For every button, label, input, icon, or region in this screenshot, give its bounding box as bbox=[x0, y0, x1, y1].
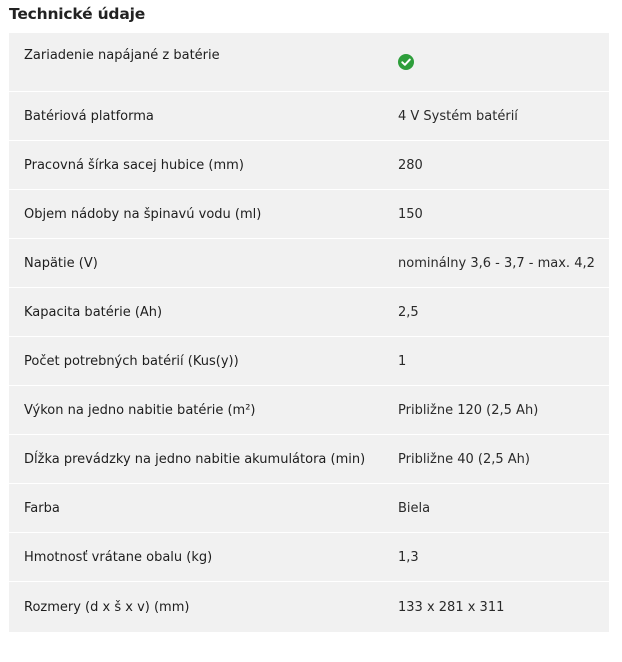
spec-value: 1,3 bbox=[398, 549, 419, 565]
spec-row bbox=[9, 33, 609, 92]
spec-row bbox=[9, 239, 609, 288]
spec-row bbox=[9, 92, 609, 141]
spec-value: 1 bbox=[398, 353, 407, 369]
spec-row bbox=[9, 435, 609, 484]
spec-value: 133 x 281 x 311 bbox=[398, 599, 505, 615]
spec-label: Batériová platforma bbox=[24, 108, 154, 124]
spec-row bbox=[9, 533, 609, 582]
spec-row bbox=[9, 386, 609, 435]
section-title: Technické údaje bbox=[9, 5, 146, 23]
spec-row bbox=[9, 484, 609, 533]
spec-row bbox=[9, 190, 609, 239]
spec-label: Hmotnosť vrátane obalu (kg) bbox=[24, 549, 213, 565]
spec-label: Pracovná šírka sacej hubice (mm) bbox=[24, 157, 244, 173]
spec-label: Farba bbox=[24, 500, 60, 516]
spec-label: Kapacita batérie (Ah) bbox=[24, 304, 163, 320]
spec-row bbox=[9, 337, 609, 386]
spec-value: 4 V Systém batérií bbox=[398, 108, 518, 124]
spec-row bbox=[9, 288, 609, 337]
spec-value: 150 bbox=[398, 206, 423, 222]
spec-label: Zariadenie napájané z batérie bbox=[24, 48, 220, 63]
spec-table bbox=[9, 33, 609, 632]
spec-value bbox=[398, 33, 414, 70]
spec-label: Objem nádoby na špinavú vodu (ml) bbox=[24, 206, 262, 222]
spec-label: Výkon na jedno nabitie batérie (m²) bbox=[24, 402, 256, 418]
spec-value: Približne 120 (2,5 Ah) bbox=[398, 402, 539, 418]
spec-row bbox=[9, 582, 609, 632]
spec-label: Rozmery (d x š x v) (mm) bbox=[24, 599, 190, 615]
spec-value: Biela bbox=[398, 500, 431, 516]
spec-label: Počet potrebných batérií (Kus(y)) bbox=[24, 353, 239, 369]
spec-value: Približne 40 (2,5 Ah) bbox=[398, 451, 530, 467]
spec-row bbox=[9, 141, 609, 190]
spec-value: 2,5 bbox=[398, 304, 419, 320]
spec-label: Dĺžka prevádzky na jedno nabitie akumulátora (min) bbox=[24, 451, 366, 467]
check-circle-icon bbox=[398, 54, 414, 70]
spec-value: nominálny 3,6 - 3,7 - max. 4,2 bbox=[398, 255, 595, 271]
spec-value: 280 bbox=[398, 157, 423, 173]
spec-label: Napätie (V) bbox=[24, 255, 98, 271]
